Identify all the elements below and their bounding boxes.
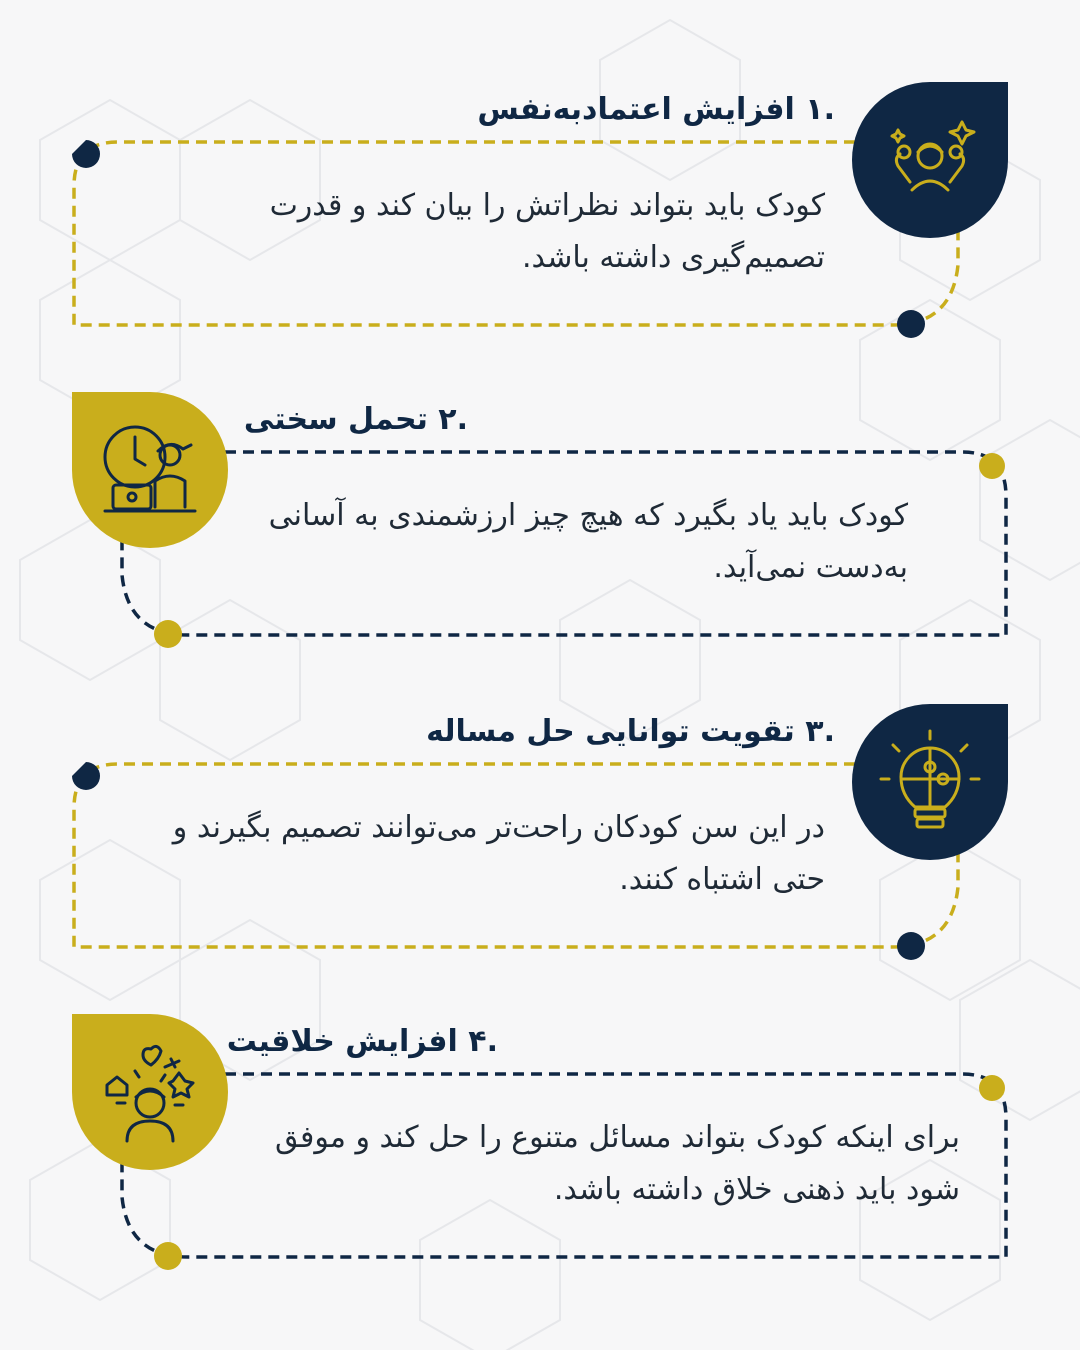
benefit-card-1 xyxy=(0,80,1080,380)
confident-child-icon xyxy=(882,112,978,208)
item-title: .۳ تقویت توانایی حل مساله xyxy=(426,714,835,749)
item-body: در این سن کودکان راحت‌تر می‌توانند تصمیم بگیرند و حتی اشتباه کنند. xyxy=(172,810,825,897)
item-title: .۲ تحمل سختی xyxy=(243,402,468,437)
icon-circle xyxy=(852,82,1008,238)
item-body: کودک باید یاد بگیرد که هیچ چیز ارزشمندی به آسانی به‌دست نمی‌آید. xyxy=(268,498,908,585)
benefit-card-4 xyxy=(0,1012,1080,1312)
icon-circle xyxy=(72,392,228,548)
item-title: .۴ افزایش خلاقیت xyxy=(226,1024,498,1059)
benefit-card-3 xyxy=(0,702,1080,1002)
item-body: کودک باید بتواند نظراتش را بیان کند و قدرت تصمیم‌گیری داشته باشد. xyxy=(269,188,825,275)
clock-worker-icon xyxy=(95,415,205,525)
puzzle-lightbulb-icon xyxy=(875,727,985,837)
icon-circle xyxy=(72,1014,228,1170)
benefit-card-2 xyxy=(0,390,1080,690)
icon-circle xyxy=(852,704,1008,860)
item-title: .۱ افزایش اعتمادبه‌نفس xyxy=(477,92,835,127)
item-body: برای اینکه کودک بتواند مسائل متنوع را حل کند و موفق شود باید ذهنی خلاق داشته باشد. xyxy=(275,1120,960,1207)
creative-thinking-icon xyxy=(95,1037,205,1147)
